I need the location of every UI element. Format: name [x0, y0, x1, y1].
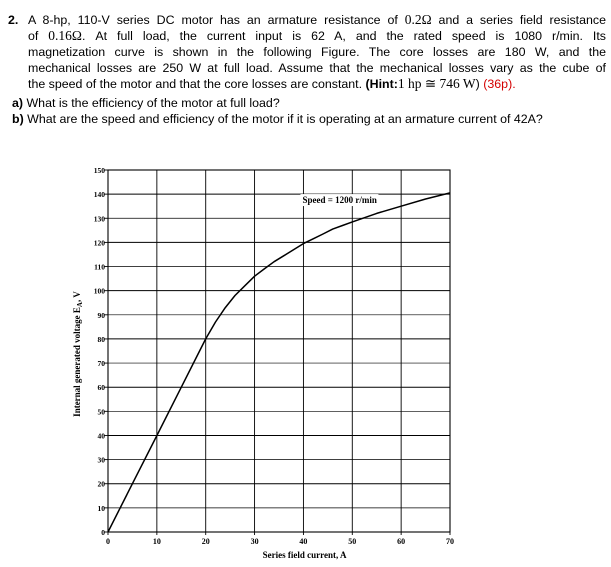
- x-tick-label: 40: [299, 537, 308, 546]
- y-tick-label: 120: [93, 238, 105, 248]
- problem-number: 2.: [8, 13, 19, 27]
- plot-frame: [108, 170, 450, 532]
- y-tick-label: 80: [97, 334, 105, 344]
- chart-grid: [108, 170, 450, 532]
- y-tick-label: 0: [101, 528, 105, 537]
- y-tick-label: 60: [97, 383, 105, 393]
- chart-ticks: [94, 166, 454, 546]
- question-b-label: b): [12, 112, 24, 126]
- x-tick-label: 30: [250, 537, 259, 546]
- y-tick-label: 70: [97, 359, 105, 369]
- hint-math: 1 hp ≅ 746 W: [397, 76, 476, 91]
- line5-text: the speed of the motor and that the core losses are constant.: [28, 77, 366, 91]
- x-tick-label: 0: [106, 537, 110, 546]
- y-tick-label: 140: [93, 190, 105, 200]
- question-a-text: What is the efficiency of the motor at full load?: [26, 96, 280, 110]
- y-tick-label: 150: [93, 166, 105, 175]
- y-tick-label: 100: [93, 286, 105, 296]
- chart-curve-layer: [108, 193, 450, 532]
- field-resistance: 0.16Ω: [48, 28, 82, 43]
- y-tick-label: 130: [93, 214, 105, 224]
- hint-label: (Hint:: [365, 77, 398, 91]
- y-axis-label: Internal generated voltage $E_A$, V: [72, 291, 84, 417]
- x-axis-label: Series field current, A: [262, 550, 347, 560]
- y-tick-label: 110: [94, 262, 105, 272]
- hint-close: ): [475, 77, 480, 91]
- x-tick-label: 50: [348, 537, 357, 546]
- y-tick-label: 50: [97, 407, 105, 417]
- question-b-text: What are the speed and efficiency of the motor if it is operating at an armature current of 42A?: [27, 112, 543, 126]
- x-tick-label: 60: [397, 537, 406, 546]
- x-tick-label: 70: [446, 537, 454, 546]
- chart-annotation: Speed = 1200 r/min: [302, 195, 377, 206]
- magnetization-curve: [108, 193, 450, 532]
- problem-line-4: mechanical losses are 250 W at full load. Assume that the mechanical losses vary as the cube of: [28, 61, 606, 75]
- x-tick-label: 10: [152, 537, 161, 546]
- line1-text-end: and a series field resistance: [431, 13, 606, 27]
- x-tick-label: 20: [201, 537, 210, 546]
- y-tick-label: 20: [97, 479, 105, 489]
- line2-text: of: [28, 29, 49, 43]
- line2-text-end: . At full load, the current input is 62 A, and the rated speed is 1080 r/min. Its: [81, 29, 606, 43]
- y-tick-label: 30: [97, 455, 105, 465]
- y-tick-label: 10: [97, 503, 105, 513]
- question-a-label: a): [12, 96, 24, 110]
- y-tick-label: 90: [97, 310, 105, 320]
- armature-resistance: 0.2Ω: [404, 12, 432, 27]
- points-label: (36p).: [483, 77, 516, 91]
- line1-text: A 8-hp, 110-V series DC motor has an armature resistance of: [28, 13, 405, 27]
- y-tick-label: 40: [97, 431, 105, 441]
- problem-line-3: magnetization curve is shown in the following Figure. The core losses are 180 W, and the: [28, 45, 606, 59]
